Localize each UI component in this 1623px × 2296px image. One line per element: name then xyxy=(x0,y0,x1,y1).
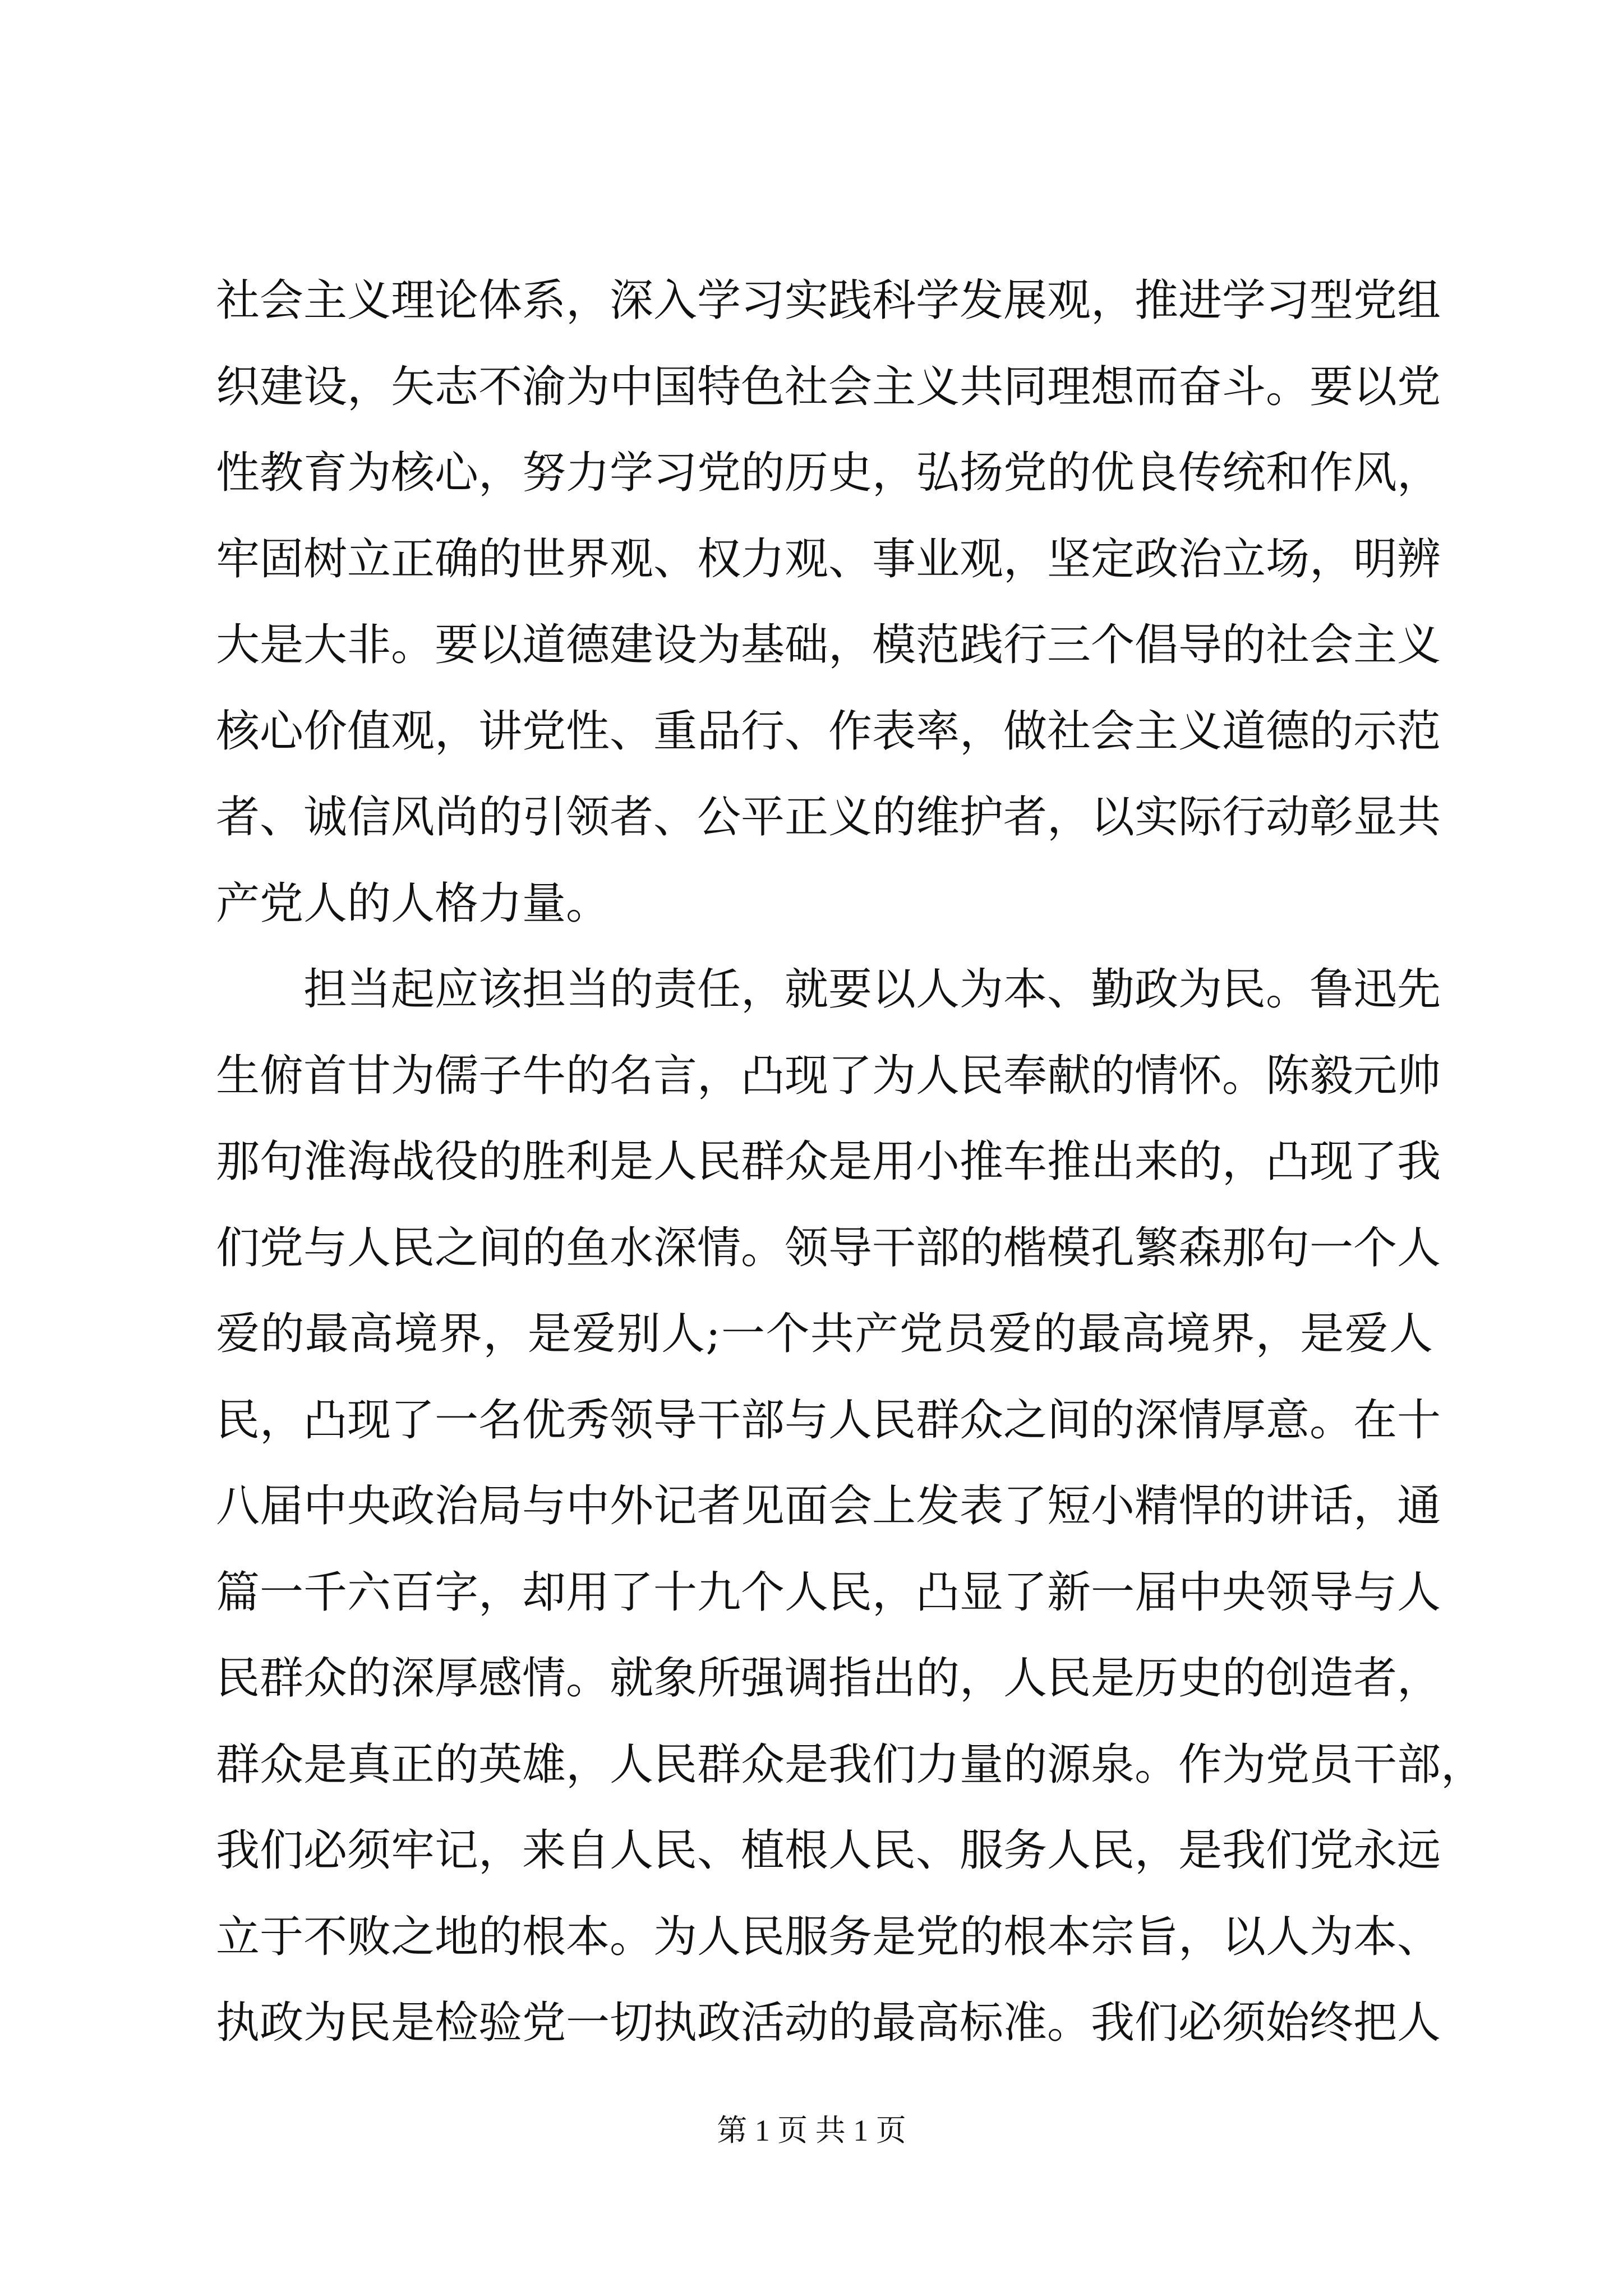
page-footer: 第 1 页 共 1 页 xyxy=(717,2114,906,2147)
text-line: 织建设，矢志不渝为中国特色社会主义共同理想而奋斗。要以党 xyxy=(216,361,1441,412)
text-line: 者、诚信风尚的引领者、公平正义的维护者，以实际行动彰显共 xyxy=(216,792,1441,843)
text-line: 社会主义理论体系，深入学习实践科学发展观，推进学习型党组 xyxy=(216,275,1441,326)
text-line: 我们必须牢记，来自人民、植根人民、服务人民，是我们党永远 xyxy=(216,1825,1441,1876)
text-line: 们党与人民之间的鱼水深情。领导干部的楷模孔繁森那句一个人 xyxy=(216,1222,1441,1273)
text-line: 民，凸现了一名优秀领导干部与人民群众之间的深情厚意。在十 xyxy=(216,1395,1441,1446)
text-line: 生俯首甘为儒子牛的名言，凸现了为人民奉献的情怀。陈毅元帅 xyxy=(216,1050,1441,1101)
text-line: 爱的最高境界，是爱别人;一个共产党员爱的最高境界，是爱人 xyxy=(216,1309,1433,1359)
text-line: 那句淮海战役的胜利是人民群众是用小推车推出来的，凸现了我 xyxy=(216,1137,1441,1187)
text-line: 性教育为核心，努力学习党的历史，弘扬党的优良传统和作风， xyxy=(216,448,1441,498)
text-line: 民群众的深厚感情。就象所强调指出的，人民是历史的创造者， xyxy=(216,1653,1441,1704)
text-line: 群众是真正的英雄，人民群众是我们力量的源泉。作为党员干部， xyxy=(216,1739,1485,1790)
text-line: 担当起应该担当的责任，就要以人为本、勤政为民。鲁迅先 xyxy=(216,964,1441,1015)
text-line: 立于不败之地的根本。为人民服务是党的根本宗旨，以人为本、 xyxy=(216,1911,1441,1962)
text-line: 八届中央政治局与中外记者见面会上发表了短小精悍的讲话，通 xyxy=(216,1481,1441,1531)
text-line: 执政为民是检验党一切执政活动的最高标准。我们必须始终把人 xyxy=(216,1998,1441,2048)
text-line: 牢固树立正确的世界观、权力观、事业观，坚定政治立场，明辨 xyxy=(216,533,1441,585)
text-line: 核心价值观，讲党性、重品行、作表率，做社会主义道德的示范 xyxy=(216,706,1441,757)
text-line: 篇一千六百字，却用了十九个人民，凸显了新一届中央领导与人 xyxy=(216,1567,1441,1618)
text-line: 产党人的人格力量。 xyxy=(216,878,610,929)
text-line: 大是大非。要以道德建设为基础，模范践行三个倡导的社会主义 xyxy=(216,620,1441,670)
document-body xyxy=(216,258,1485,2067)
